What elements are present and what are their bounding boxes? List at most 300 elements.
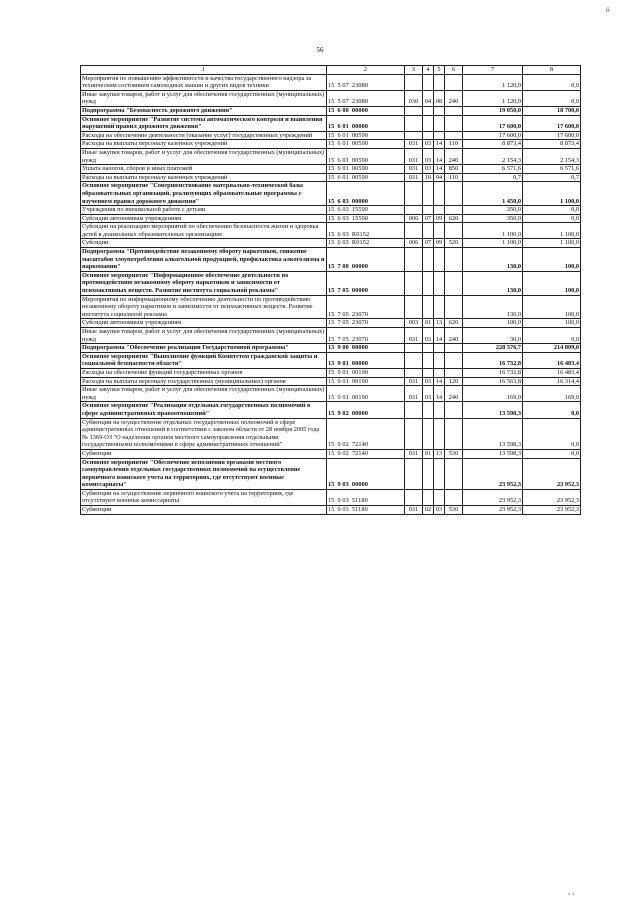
target-article-code-cell	[327, 449, 405, 458]
target-article-code-cell	[327, 214, 405, 223]
code-segment: 6 01	[337, 140, 349, 148]
amount-cell: 0,0	[523, 90, 581, 106]
code-segment: 6 01	[337, 123, 349, 131]
column-number-row	[81, 66, 581, 75]
section-code-cell	[423, 352, 434, 368]
table-row	[81, 115, 581, 131]
code-segment: 23070	[351, 310, 369, 318]
code-segment: 15	[328, 239, 335, 247]
code-segment: 15	[328, 344, 335, 352]
expense-type-code-cell	[445, 223, 463, 239]
target-article-code-cell	[327, 295, 405, 319]
section-code-cell	[423, 271, 434, 295]
amount-cell: 6 571,6	[463, 165, 523, 174]
subsection-code-cell	[434, 206, 445, 215]
section-code-cell	[423, 206, 434, 215]
amount-cell: 0,0	[523, 449, 581, 458]
table-row	[81, 418, 581, 449]
expense-type-code-cell	[445, 74, 463, 90]
ministry-code-cell: 031	[405, 165, 423, 174]
expense-type-code-cell: 240	[445, 328, 463, 344]
code-segment: 9 01	[337, 368, 349, 376]
item-name-cell: Субсидии автономным учреждениям	[81, 319, 327, 328]
subsection-code-cell	[434, 223, 445, 239]
amount-cell: 6 571,6	[523, 165, 581, 174]
code-segment: 9 01	[337, 393, 349, 401]
code-segment: 72140	[351, 441, 369, 449]
code-segment: 00590	[351, 131, 369, 139]
amount-cell: 16 732,8	[463, 368, 523, 377]
amount-cell: 16 483,4	[523, 352, 581, 368]
ministry-code-cell: 031	[405, 148, 423, 164]
section-code-cell	[423, 344, 434, 353]
code-segment: 7 05	[337, 319, 349, 327]
subsection-code-cell	[434, 458, 445, 489]
code-segment: 15	[328, 230, 335, 238]
section-code-cell: 03	[423, 165, 434, 174]
expense-type-code-cell	[445, 206, 463, 215]
scan-edge-mark: ö	[606, 6, 610, 14]
code-segment: R0152	[351, 239, 370, 247]
expense-type-code-cell	[445, 458, 463, 489]
amount-cell: 23 952,3	[523, 458, 581, 489]
amount-cell: 130,0	[463, 248, 523, 272]
code-segment: 15	[328, 497, 335, 505]
item-name-cell: Мероприятия по информационному обеспечению деятельности по противодействию незаконному обороту наркотиков и зависимости от психоактивных веществ. Развитие института социальной рекламы	[81, 295, 327, 319]
code-segment: 23070	[351, 335, 369, 343]
target-article-code-cell	[327, 352, 405, 368]
code-segment: 15	[328, 106, 335, 114]
section-code-cell	[423, 295, 434, 319]
code-segment: 15	[328, 310, 335, 318]
target-article-code-cell	[327, 418, 405, 449]
code-segment: 6 01	[337, 173, 349, 181]
item-name-cell: Субсидии	[81, 239, 327, 248]
amount-cell: 0,7	[523, 173, 581, 182]
target-article-code-cell	[327, 377, 405, 386]
amount-cell: 1 120,0	[463, 90, 523, 106]
column-header: 8	[523, 66, 581, 75]
table-row	[81, 248, 581, 272]
expense-type-code-cell	[445, 368, 463, 377]
code-segment: 15	[328, 140, 335, 148]
table-row	[81, 377, 581, 386]
item-name-cell: Расходы на обеспечение функций государственных органов	[81, 368, 327, 377]
amount-cell: 228 576,7	[463, 344, 523, 353]
target-article-code-cell	[327, 248, 405, 272]
code-segment: 15	[328, 449, 335, 457]
amount-cell: 23 952,3	[463, 506, 523, 515]
code-segment: 00000	[351, 197, 369, 205]
code-segment: 15	[328, 156, 335, 164]
code-segment: 00190	[351, 377, 369, 385]
amount-cell: 1 100,0	[463, 239, 523, 248]
item-name-cell: Подпрограмма "Безопасность дорожного движения"	[81, 106, 327, 115]
section-code-cell: 03	[423, 148, 434, 164]
expense-type-code-cell	[445, 131, 463, 140]
section-code-cell: 03	[423, 386, 434, 402]
code-segment: 7 05	[337, 310, 349, 318]
amount-cell: 23 952,3	[523, 506, 581, 515]
ministry-code-cell	[405, 418, 423, 449]
subsection-code-cell: 04	[434, 173, 445, 182]
target-article-code-cell	[327, 239, 405, 248]
ministry-code-cell	[405, 206, 423, 215]
code-segment: 9 03	[337, 481, 349, 489]
code-segment: 00000	[351, 123, 369, 131]
code-segment: 51180	[351, 497, 368, 505]
code-segment: 15	[328, 206, 335, 214]
amount-cell: 0,7	[463, 173, 523, 182]
amount-cell: 1 100,0	[523, 239, 581, 248]
subsection-code-cell: 14	[434, 386, 445, 402]
ministry-code-cell	[405, 74, 423, 90]
column-header: 2	[327, 66, 405, 75]
subsection-code-cell	[434, 489, 445, 505]
target-article-code-cell	[327, 344, 405, 353]
table-row	[81, 90, 581, 106]
code-segment: 00190	[351, 393, 369, 401]
amount-cell: 100,0	[463, 319, 523, 328]
code-segment: 00590	[351, 140, 369, 148]
expense-type-code-cell: 240	[445, 386, 463, 402]
subsection-code-cell: 09	[434, 239, 445, 248]
expense-type-code-cell	[445, 182, 463, 206]
subsection-code-cell: 09	[434, 214, 445, 223]
section-code-cell: 01	[423, 449, 434, 458]
table-row	[81, 352, 581, 368]
subsection-code-cell	[434, 352, 445, 368]
expense-type-code-cell	[445, 352, 463, 368]
code-segment: 5 07	[337, 98, 349, 106]
table-row	[81, 74, 581, 90]
code-segment: 23080	[351, 98, 369, 106]
amount-cell: 2 154,3	[523, 148, 581, 164]
ministry-code-cell	[405, 182, 423, 206]
amount-cell: 350,0	[463, 206, 523, 215]
code-segment: 15590	[351, 214, 369, 222]
table-row	[81, 271, 581, 295]
ministry-code-cell: 031	[405, 506, 423, 515]
ministry-code-cell: 031	[405, 377, 423, 386]
amount-cell: 130,0	[463, 271, 523, 295]
item-name-cell: Субвенции на осуществление отдельных государственных полномочий в сфере административных отношений в соответствии с законом области от 28 ноября 2005 года № 1369-ОЗ "О наделении органов местного самоуправления отдельными государственными полномочиями в сфере административных отношений"	[81, 418, 327, 449]
expense-type-code-cell: 530	[445, 449, 463, 458]
amount-cell: 23 952,3	[523, 489, 581, 505]
subsection-code-cell: 14	[434, 148, 445, 164]
target-article-code-cell	[327, 106, 405, 115]
expense-type-code-cell: 520	[445, 239, 463, 248]
table-row	[81, 206, 581, 215]
table-row	[81, 165, 581, 174]
table-row	[81, 402, 581, 418]
target-article-code-cell	[327, 506, 405, 515]
code-segment: 15	[328, 319, 335, 327]
ministry-code-cell: 031	[405, 140, 423, 149]
column-header: 7	[463, 66, 523, 75]
target-article-code-cell	[327, 206, 405, 215]
amount-cell: 16 563,8	[463, 377, 523, 386]
item-name-cell: Основное мероприятие "Реализация отдельных государственных полномочий в сфере административных правоотношений"	[81, 402, 327, 418]
ministry-code-cell	[405, 352, 423, 368]
code-segment: 9 02	[337, 449, 349, 457]
code-segment: 15	[328, 481, 335, 489]
amount-cell: 0,0	[523, 328, 581, 344]
amount-cell: 17 600,0	[463, 131, 523, 140]
expense-type-code-cell: 620	[445, 319, 463, 328]
code-segment: 9 03	[337, 506, 349, 514]
target-article-code-cell	[327, 402, 405, 418]
ministry-code-cell	[405, 489, 423, 505]
code-segment: 51180	[351, 506, 368, 514]
amount-cell: 23 952,3	[463, 458, 523, 489]
subsection-code-cell: 03	[434, 506, 445, 515]
item-name-cell: Иные закупки товаров, работ и услуг для обеспечения государственных (муниципальных) нужд	[81, 148, 327, 164]
amount-cell: 8 873,4	[463, 140, 523, 149]
amount-cell: 0,0	[523, 418, 581, 449]
code-segment: 15	[328, 441, 335, 449]
ministry-code-cell	[405, 402, 423, 418]
column-header: 1	[81, 66, 327, 75]
code-segment: 9 01	[337, 360, 349, 368]
ministry-code-cell: 031	[405, 173, 423, 182]
target-article-code-cell	[327, 74, 405, 90]
code-segment: 00590	[351, 173, 369, 181]
item-name-cell: Расходы на выплаты персоналу казенных учреждений	[81, 173, 327, 182]
amount-cell: 17 600,0	[523, 131, 581, 140]
item-name-cell: Субсидии на реализацию мероприятий по обеспечению безопасности жизни и здоровья детей в дошкольных образовательных организациях	[81, 223, 327, 239]
subsection-code-cell: 14	[434, 165, 445, 174]
code-segment: 23070	[351, 319, 369, 327]
amount-cell: 19 050,0	[463, 106, 523, 115]
amount-cell: 100,0	[523, 319, 581, 328]
section-code-cell: 03	[423, 328, 434, 344]
column-header: 6	[445, 66, 463, 75]
amount-cell: 0,0	[523, 74, 581, 90]
section-code-cell	[423, 402, 434, 418]
scan-edge-mark: ‹ ‹	[568, 890, 575, 898]
target-article-code-cell	[327, 458, 405, 489]
table-row	[81, 458, 581, 489]
section-code-cell	[423, 115, 434, 131]
item-name-cell: Основное мероприятие "Информационное обеспечение деятельности по противодействию незаконному обороту наркотиков и зависимости от психоактивных веществ. Развитие института социальной рекламы"	[81, 271, 327, 295]
item-name-cell: Основное мероприятие "Совершенствование материально-технической базы образовательных организаций, реализующих образовательные программы с изучением правил дорожного движения"	[81, 182, 327, 206]
subsection-code-cell	[434, 131, 445, 140]
code-segment: 00000	[351, 263, 369, 271]
table-row	[81, 173, 581, 182]
code-segment: R0152	[351, 230, 370, 238]
target-article-code-cell	[327, 90, 405, 106]
amount-cell: 0,0	[523, 402, 581, 418]
code-segment: 23080	[351, 82, 369, 90]
amount-cell: 100,0	[523, 248, 581, 272]
target-article-code-cell	[327, 165, 405, 174]
subsection-code-cell	[434, 182, 445, 206]
table-row	[81, 368, 581, 377]
amount-cell: 1 120,0	[463, 74, 523, 90]
table-row	[81, 214, 581, 223]
expense-type-code-cell	[445, 115, 463, 131]
table-row	[81, 449, 581, 458]
item-name-cell: Субвенции	[81, 506, 327, 515]
section-code-cell	[423, 458, 434, 489]
ministry-code-cell	[405, 115, 423, 131]
amount-cell: 16 483,4	[523, 368, 581, 377]
code-segment: 15	[328, 123, 335, 131]
section-code-cell	[423, 223, 434, 239]
code-segment: 9 01	[337, 377, 349, 385]
subsection-code-cell	[434, 115, 445, 131]
amount-cell: 350,0	[463, 214, 523, 223]
expense-type-code-cell: 120	[445, 377, 463, 386]
ministry-code-cell: 006	[405, 214, 423, 223]
amount-cell: 1 100,0	[523, 223, 581, 239]
expense-type-code-cell: 110	[445, 173, 463, 182]
subsection-code-cell	[434, 295, 445, 319]
code-segment: 15	[328, 409, 335, 417]
code-segment: 15	[328, 214, 335, 222]
item-name-cell: Расходы на обеспечение деятельности (оказание услуг) государственных учреждений	[81, 131, 327, 140]
code-segment: 15	[328, 287, 335, 295]
code-segment: 00000	[351, 481, 369, 489]
table-row	[81, 319, 581, 328]
item-name-cell: Субвенции на осуществление первичного воинского учета на территориях, где отсутствуют военные комиссариаты	[81, 489, 327, 505]
table-row	[81, 344, 581, 353]
table-row	[81, 328, 581, 344]
amount-cell: 100,0	[523, 271, 581, 295]
amount-cell: 17 600,0	[523, 115, 581, 131]
expense-type-code-cell	[445, 489, 463, 505]
subsection-code-cell	[434, 418, 445, 449]
subsection-code-cell: 14	[434, 140, 445, 149]
target-article-code-cell	[327, 368, 405, 377]
code-segment: 15590	[351, 206, 369, 214]
target-article-code-cell	[327, 489, 405, 505]
amount-cell: 16 314,4	[523, 377, 581, 386]
ministry-code-cell	[405, 271, 423, 295]
code-segment: 15	[328, 82, 335, 90]
column-header: 5	[434, 66, 445, 75]
expense-type-code-cell	[445, 248, 463, 272]
code-segment: 00000	[351, 287, 369, 295]
section-code-cell: 01	[423, 319, 434, 328]
target-article-code-cell	[327, 148, 405, 164]
item-name-cell: Подпрограмма "Обеспечение реализации Государственной программы"	[81, 344, 327, 353]
amount-cell: 23 952,3	[463, 489, 523, 505]
page-number: 56	[316, 46, 324, 54]
code-segment: 15	[328, 197, 335, 205]
item-name-cell: Расходы на выплаты персоналу казенных учреждений	[81, 140, 327, 149]
code-segment: 72140	[351, 449, 369, 457]
target-article-code-cell	[327, 182, 405, 206]
amount-cell: 30,0	[463, 328, 523, 344]
section-code-cell	[423, 489, 434, 505]
amount-cell: 17 600,0	[463, 115, 523, 131]
ministry-code-cell: 031	[405, 386, 423, 402]
ministry-code-cell	[405, 223, 423, 239]
subsection-code-cell	[434, 368, 445, 377]
subsection-code-cell	[434, 106, 445, 115]
code-segment: 00590	[351, 156, 369, 164]
section-code-cell	[423, 368, 434, 377]
code-segment: 15	[328, 377, 335, 385]
section-code-cell: 10	[423, 173, 434, 182]
section-code-cell: 03	[423, 377, 434, 386]
subsection-code-cell: 13	[434, 449, 445, 458]
item-name-cell: Расходы на выплаты персоналу государственных (муниципальных) органов	[81, 377, 327, 386]
expense-type-code-cell: 850	[445, 165, 463, 174]
subsection-code-cell	[434, 271, 445, 295]
amount-cell: 1 100,0	[463, 223, 523, 239]
target-article-code-cell	[327, 173, 405, 182]
expense-type-code-cell	[445, 344, 463, 353]
code-segment: 6 03	[337, 239, 349, 247]
column-header: 3	[405, 66, 423, 75]
ministry-code-cell: 006	[405, 239, 423, 248]
section-code-cell	[423, 74, 434, 90]
target-article-code-cell	[327, 131, 405, 140]
subsection-code-cell	[434, 74, 445, 90]
code-segment: 6 03	[337, 197, 349, 205]
code-segment: 00000	[351, 360, 369, 368]
item-name-cell: Иные закупки товаров, работ и услуг для обеспечения государственных (муниципальных) нужд	[81, 386, 327, 402]
expense-type-code-cell: 530	[445, 506, 463, 515]
ministry-code-cell	[405, 458, 423, 489]
code-segment: 6 03	[337, 214, 349, 222]
amount-cell: 0,0	[523, 206, 581, 215]
code-segment: 6 03	[337, 230, 349, 238]
section-code-cell	[423, 131, 434, 140]
section-code-cell	[423, 248, 434, 272]
target-article-code-cell	[327, 328, 405, 344]
table-row	[81, 506, 581, 515]
item-name-cell: Основное мероприятие "Выполнение функций Комитетом гражданской защиты и социальной безопасности области"	[81, 352, 327, 368]
code-segment: 00000	[351, 409, 369, 417]
code-segment: 6 01	[337, 165, 349, 173]
item-name-cell: Субсидии автономным учреждениям	[81, 214, 327, 223]
target-article-code-cell	[327, 319, 405, 328]
code-segment: 00000	[351, 106, 369, 114]
subsection-code-cell	[434, 344, 445, 353]
code-segment: 9 03	[337, 497, 349, 505]
ministry-code-cell	[405, 344, 423, 353]
table-row	[81, 148, 581, 164]
amount-cell: 214 809,0	[523, 344, 581, 353]
amount-cell: 13 598,3	[463, 402, 523, 418]
budget-table	[80, 65, 581, 515]
code-segment: 7 05	[337, 287, 349, 295]
amount-cell: 13 598,3	[463, 418, 523, 449]
expense-type-code-cell: 620	[445, 214, 463, 223]
table-row	[81, 106, 581, 115]
table-row	[81, 131, 581, 140]
amount-cell: 130,0	[463, 295, 523, 319]
ministry-code-cell	[405, 295, 423, 319]
amount-cell: 8 873,4	[523, 140, 581, 149]
code-segment: 15	[328, 98, 335, 106]
section-code-cell	[423, 418, 434, 449]
code-segment: 6 00	[337, 106, 349, 114]
table-row	[81, 295, 581, 319]
item-name-cell: Основное мероприятие "Развитие системы автоматического контроля и выявления нарушений правил дорожного движения"	[81, 115, 327, 131]
item-name-cell: Уплата налогов, сборов и иных платежей	[81, 165, 327, 174]
item-name-cell: Мероприятия по повышению эффективности и качества государственного надзора за техническим состоянием самоходных машин и других видов техники	[81, 74, 327, 90]
item-name-cell: Иные закупки товаров, работ и услуг для обеспечения государственных (муниципальных) нужд	[81, 90, 327, 106]
amount-cell: 16 732,8	[463, 352, 523, 368]
target-article-code-cell	[327, 271, 405, 295]
budget-table-body	[81, 74, 581, 514]
code-segment: 15	[328, 393, 335, 401]
